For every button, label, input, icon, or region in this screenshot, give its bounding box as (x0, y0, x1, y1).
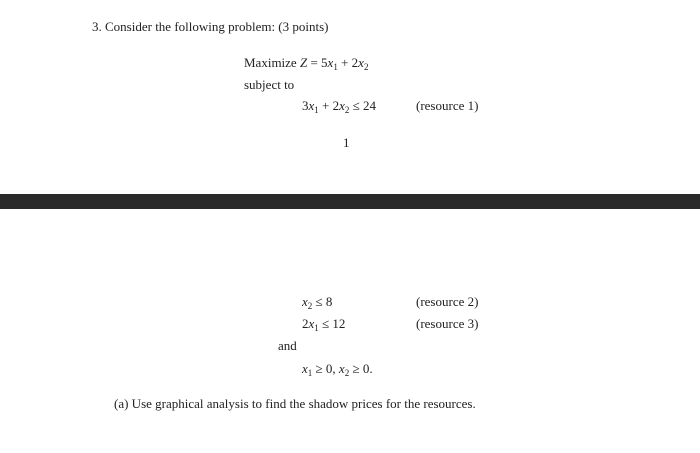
constraint-3: $2x_1 \le 12$ (302, 316, 346, 333)
nonneg-2-relation: ≥ (352, 361, 360, 376)
constraint-3-relation: ≤ (322, 316, 330, 331)
constraint-1-label: (resource 1) (416, 98, 479, 113)
constraint-2-rhs: 8 (325, 294, 333, 309)
maximize-keyword: Maximize (244, 55, 297, 70)
constraint-2: $x_2 \le 8$ (302, 294, 333, 311)
nonneg-1-relation: ≥ (315, 361, 323, 376)
subject-to-label: subject to (244, 77, 295, 92)
objective-equals: = (310, 55, 318, 70)
objective-coef-2: 2 (351, 55, 359, 70)
page-break-divider (0, 194, 700, 209)
constraint-3-label: (resource 3) (416, 316, 479, 331)
constraint-2-relation: ≤ (315, 294, 323, 309)
constraint-3-coef-1: 2 (302, 316, 309, 331)
constraint-1: $3x_1 + 2x_2 \le 24$ (302, 98, 377, 115)
constraint-1-relation: ≤ (352, 98, 360, 113)
objective-variable: Z (299, 55, 308, 70)
problem-heading: 3. Consider the following problem: (3 points) (92, 19, 329, 34)
objective-coef-1: 5 (321, 55, 328, 70)
constraint-1-rhs: 24 (363, 98, 377, 113)
nonneg-1-zero: 0 (325, 361, 333, 376)
and-label: and (278, 338, 297, 353)
page-number: 1 (343, 135, 350, 150)
constraint-1-coef-2: 2 (332, 98, 340, 113)
objective-function: Maximize $Z = 5x_1 + 2x_2$ (244, 55, 369, 72)
constraint-1-coef-1: 3 (302, 98, 309, 113)
constraint-3-rhs: 12 (332, 316, 346, 331)
nonnegativity-constraint: $x_1 \ge 0$, $x_2 \ge 0$. (302, 361, 373, 378)
nonneg-2-zero: 0 (362, 361, 370, 376)
constraint-2-label: (resource 2) (416, 294, 479, 309)
part-a-question: (a) Use graphical analysis to find the shadow prices for the resources. (114, 396, 476, 411)
